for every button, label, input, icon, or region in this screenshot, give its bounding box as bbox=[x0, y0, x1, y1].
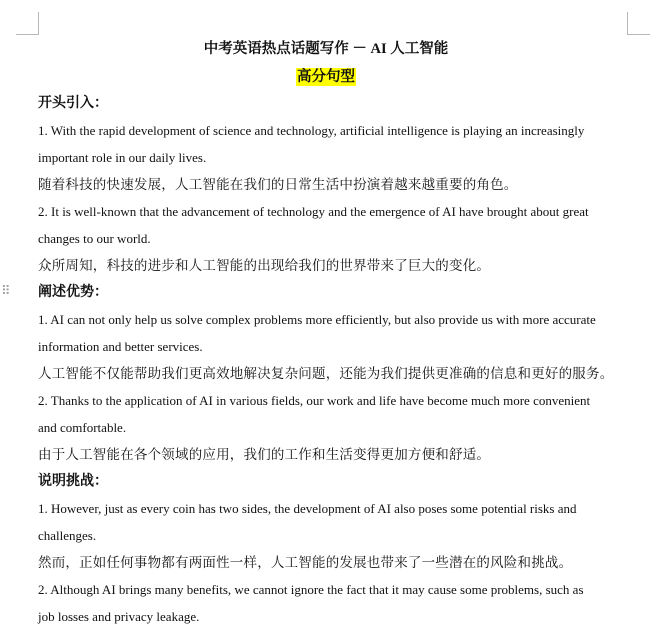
section-heading-challenges: 说明挑战： bbox=[38, 474, 108, 489]
section-heading-advantages: 阐述优势： bbox=[38, 285, 108, 300]
sentence-en-line: 2. Thanks to the application of AI in various fields, our work and life have become much more convenient bbox=[38, 393, 591, 408]
document-title: 中考英语热点话题写作 － AI 人工智能 bbox=[203, 41, 449, 57]
sentence-en-line: 2. Although AI brings many benefits, we cannot ignore the fact that it may cause some problems, such as bbox=[38, 582, 584, 597]
sentence-en-line: challenges. bbox=[38, 528, 97, 543]
sentence-zh-translation: 随着科技的快速发展，人工智能在我们的日常生活中扮演着越来越重要的角色。 bbox=[38, 177, 518, 192]
sentence-en-line: 1. However, just as every coin has two sides, the development of AI also poses some potential risks and bbox=[38, 501, 577, 516]
sentence-en-line: and comfortable. bbox=[38, 420, 127, 435]
paragraph-drag-handle-icon[interactable]: ⠿ bbox=[1, 284, 9, 299]
sentence-en-line: job losses and privacy leakage. bbox=[38, 609, 200, 624]
sentence-zh-translation: 由于人工智能在各个领域的应用，我们的工作和生活变得更加方便和舒适。 bbox=[38, 447, 491, 462]
document-body bbox=[38, 36, 638, 630]
sentence-en-line: important role in our daily lives. bbox=[38, 150, 207, 165]
sentence-zh-translation: 然而，正如任何事物都有两面性一样，人工智能的发展也带来了一些潜在的风险和挑战。 bbox=[38, 555, 573, 570]
sentence-en-line: 1. AI can not only help us solve complex problems more efficiently, but also provide us with more accurate bbox=[38, 312, 596, 327]
section-heading-intro: 开头引入： bbox=[38, 96, 108, 111]
sentence-en-line: changes to our world. bbox=[38, 231, 151, 246]
sentence-en-line: 1. With the rapid development of science and technology, artificial intelligence is playing an increasingly bbox=[38, 123, 585, 138]
sentence-en-line: information and better services. bbox=[38, 339, 203, 354]
subtitle-row bbox=[26, 63, 626, 90]
page-corner-mark-top-right bbox=[627, 12, 650, 35]
page-corner-mark-top-left bbox=[16, 12, 39, 35]
sentence-en-line: 2. It is well-known that the advancement of technology and the emergence of AI have brought about great bbox=[38, 204, 589, 219]
highlighted-subtitle: 高分句型 bbox=[297, 69, 355, 85]
sentence-zh-translation: 人工智能不仅能帮助我们更高效地解决复杂问题，还能为我们提供更准确的信息和更好的服务。 bbox=[38, 366, 614, 381]
sentence-zh-translation: 众所周知，科技的进步和人工智能的出现给我们的世界带来了巨大的变化。 bbox=[38, 258, 491, 273]
